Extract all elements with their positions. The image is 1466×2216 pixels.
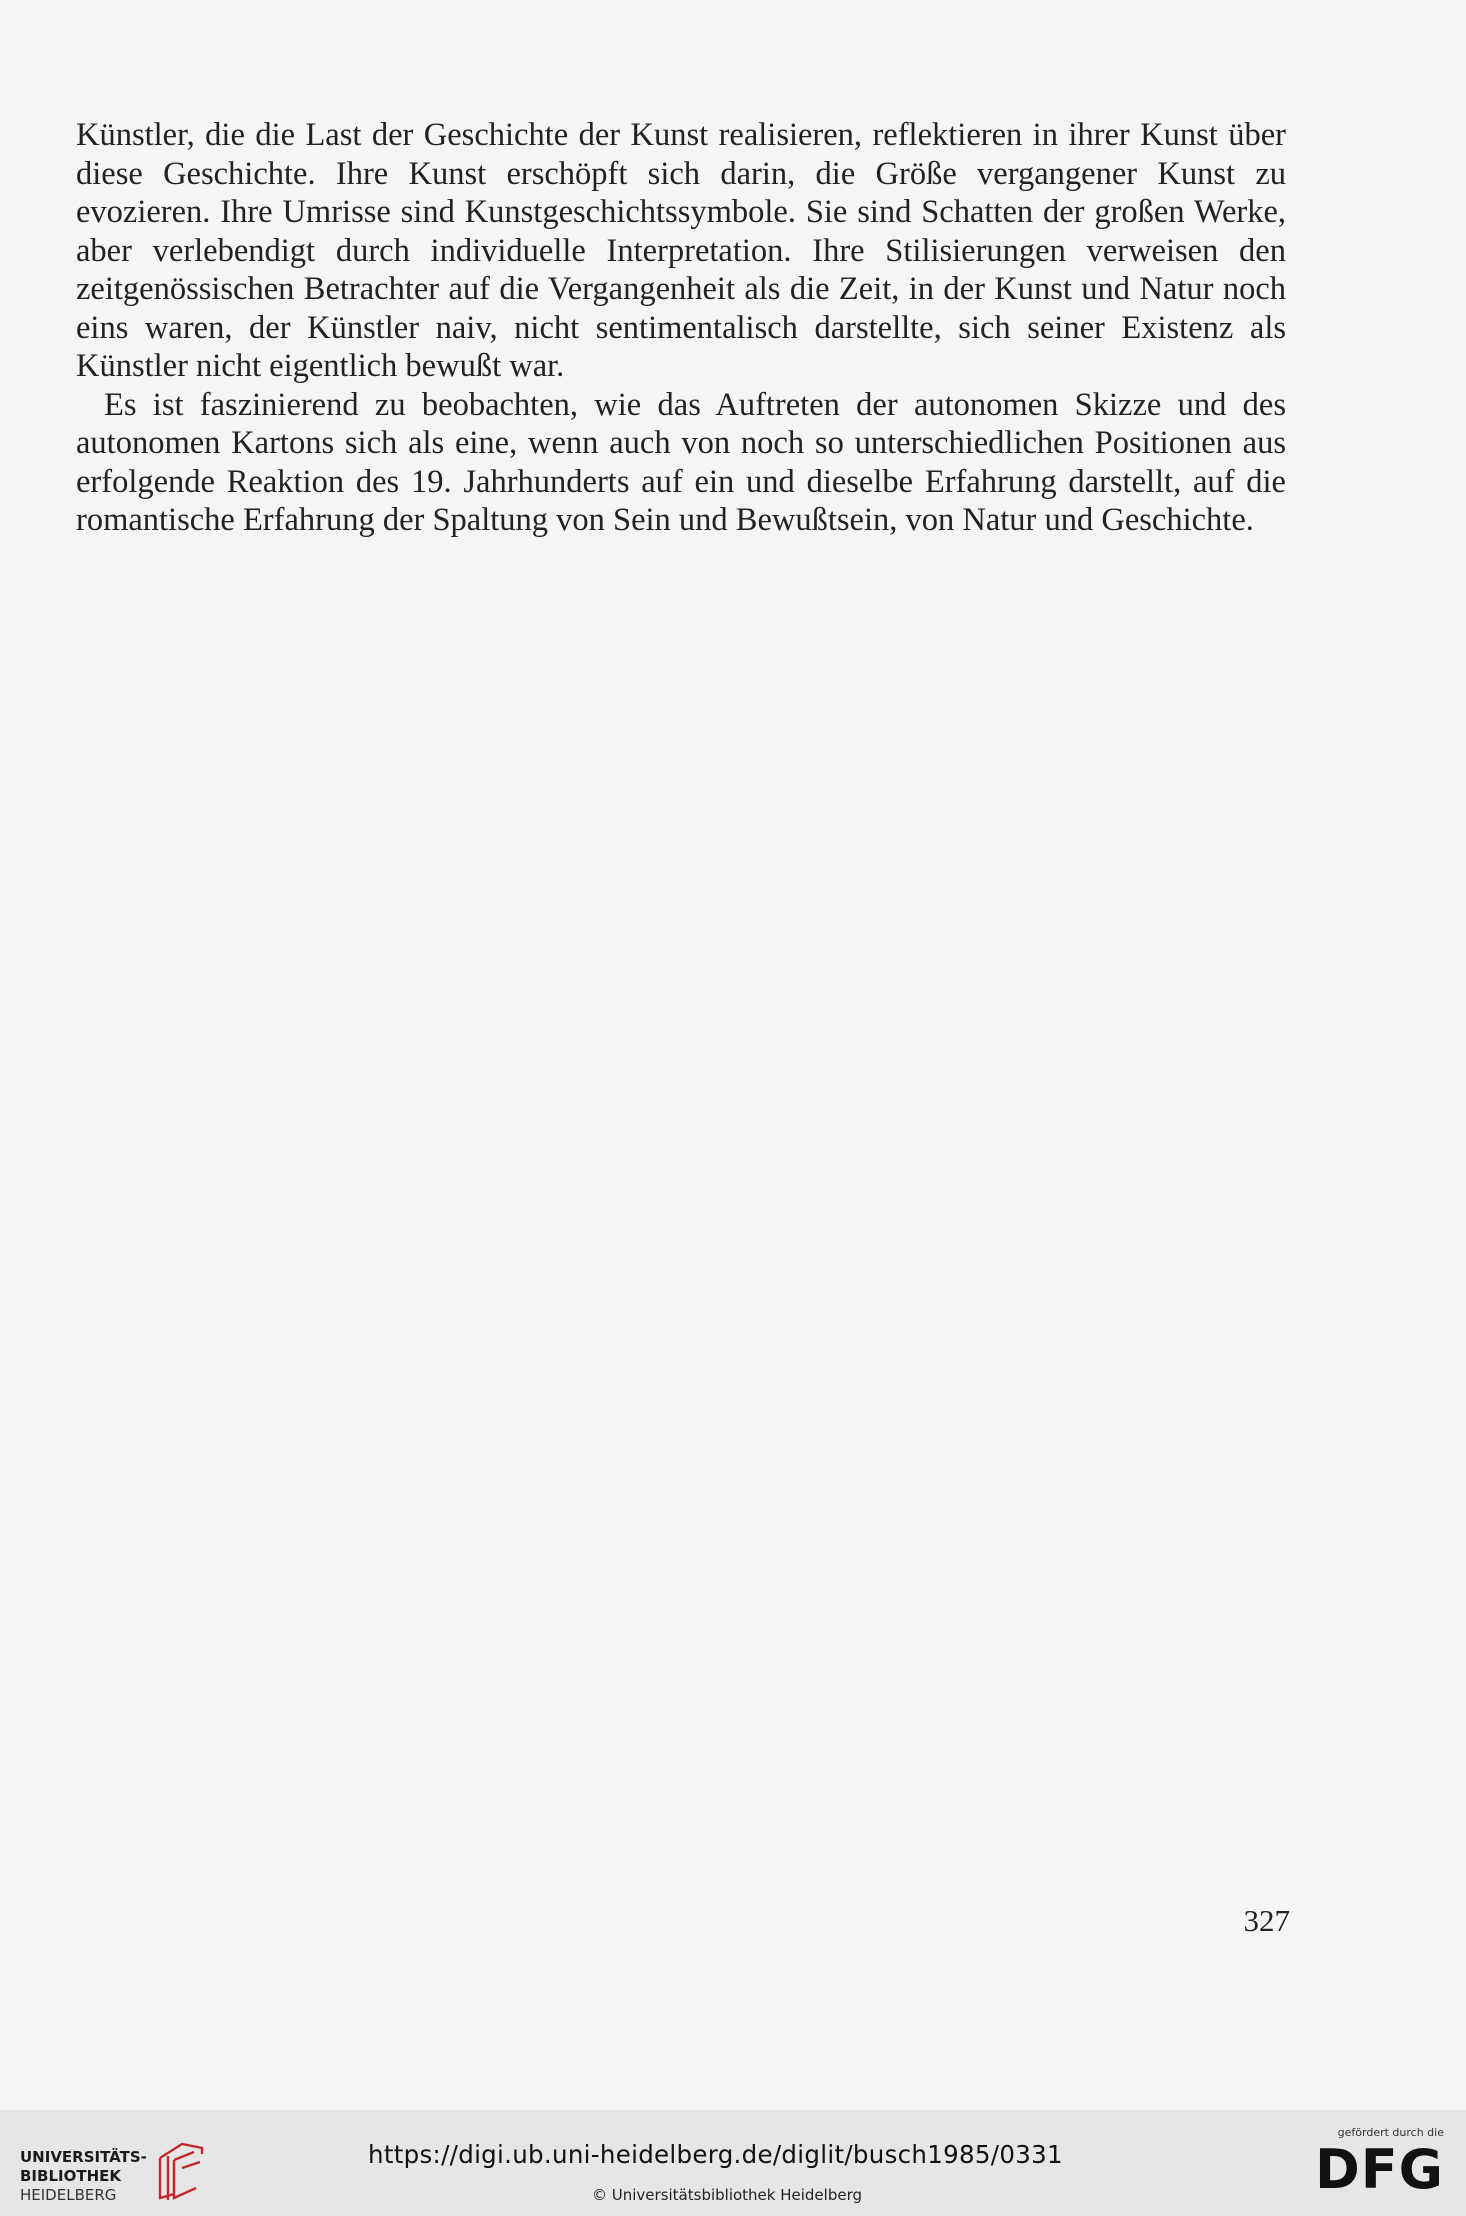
sponsor-tagline: gefördert durch die — [1337, 2126, 1444, 2139]
paragraph-2: Es ist faszinierend zu beobachten, wie das Auftreten der autonomen Skizze und des autonomen Kartons sich als eine, wenn auch von noch so unterschiedlichen Positionen aus erfolgende Reaktion des 19. Jahrhunderts auf ein und dieselbe Erfahrung darstellt, auf die romantische Erfahrung der Spaltung von Sein und Bewußtsein, von Natur und Geschichte. — [76, 386, 1286, 538]
library-name-line-2: BIBLIOTHEK — [20, 2167, 121, 2185]
copyright-notice: © Universitätsbibliothek Heidelberg — [592, 2186, 863, 2204]
library-name — [20, 2148, 147, 2205]
permalink-url[interactable]: https://digi.ub.uni-heidelberg.de/diglit/busch1985/0331 — [368, 2140, 1063, 2169]
library-name-line-3: HEIDELBERG — [20, 2186, 117, 2204]
paragraph-1: Künstler, die die Last der Geschichte der Kunst realisieren, reflektieren in ihrer Kunst über diese Geschichte. Ihre Kunst erschöpft sich darin, die Größe vergangener Kunst zu evozieren. Ihre Umrisse sind Kunstgeschichtssymbole. Sie sind Schatten der großen Werke, aber verlebendigt durch individuelle Interpretation. Ihre Stilisierungen verweisen den zeitgenössischen Betrachter auf die Vergangenheit als die Zeit, in der Kunst und Natur noch eins waren, der Künstler naiv, nicht sentimentalisch darstellte, sich seiner Existenz als Künstler nicht eigentlich bewußt war. — [76, 117, 1286, 384]
dfg-logo-mark: DFG — [1314, 2138, 1444, 2201]
page-number: 327 — [1243, 1903, 1290, 1938]
viewer-footer — [0, 2110, 1466, 2216]
dfg-sponsor-logo[interactable] — [1304, 2126, 1444, 2206]
library-name-line-1: UNIVERSITÄTS- — [20, 2148, 147, 2166]
body-text — [76, 116, 1286, 540]
university-library-logo[interactable] — [20, 2132, 220, 2202]
library-emblem-icon — [152, 2138, 208, 2204]
